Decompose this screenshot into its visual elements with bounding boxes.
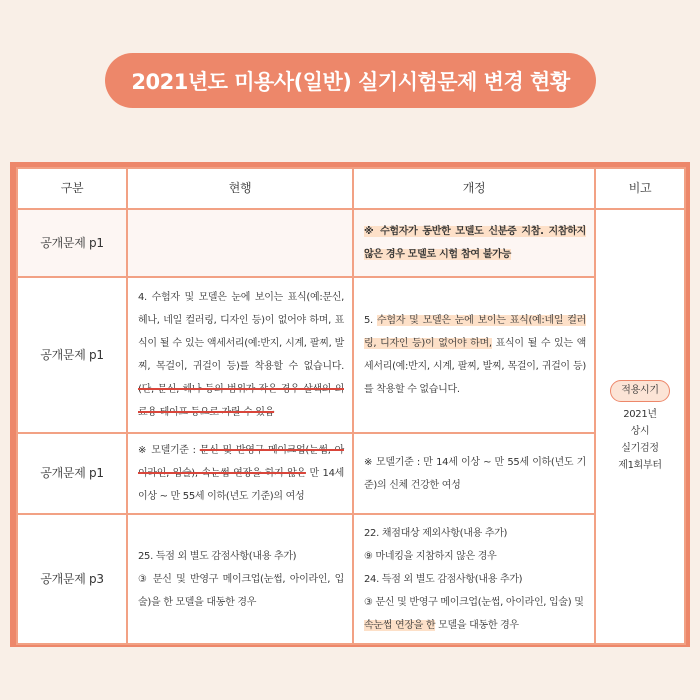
revised-line: ⑨ 마네킹을 지참하지 않은 경우 (364, 550, 497, 562)
row-current (127, 209, 353, 277)
page-title: 2021년도 미용사(일반) 실기시험문제 변경 현황 (105, 53, 596, 108)
table-row (17, 209, 685, 277)
row-category: 공개문제 p1 (17, 277, 127, 433)
row-category: 공개문제 p3 (17, 514, 127, 644)
table-row (17, 433, 685, 514)
table-row (17, 277, 685, 433)
remark-cell (595, 209, 685, 644)
row-revised (353, 277, 595, 433)
remark-line: 실기검정 (621, 443, 659, 454)
change-table (16, 167, 686, 645)
revised-prefix: 5. (364, 315, 378, 326)
row-revised (353, 209, 595, 277)
revised-highlight: 속눈썹 연장을 한 (364, 619, 436, 631)
revised-line (364, 614, 586, 637)
header-current: 현행 (127, 168, 353, 209)
revised-line: 22. 채점대상 제외사항(내용 추가) (364, 527, 508, 539)
table-header-row (17, 168, 685, 209)
row-current (127, 514, 353, 644)
header-category: 구분 (17, 168, 127, 209)
current-line: 25. 득점 외 별도 감점사항(내용 추가) (138, 550, 297, 562)
current-strikethrough: 문신 및 반영구 메이크업(눈썹, 아이라인, 입술), 속눈썹 연장을 하지 않은 (138, 445, 344, 479)
header-remark: 비고 (595, 168, 685, 209)
revised-highlight: 수험자 및 모델은 눈에 보이는 표식(예:네일 컬러링, 디자인 등)이 없어야 하며, (364, 315, 586, 349)
header-revised: 개정 (353, 168, 595, 209)
current-text: 4. 수험자 및 모델은 눈에 보이는 표식(예:문신, 헤나, 네일 컬러링, 디자인 등)이 없어야 하며, 표식이 될 수 있는 액세서리(예:반지, 시계, 팔찌, 발찌, 목걸이, 귀걸이 등)를 착용할 수 없습니다. (138, 292, 344, 372)
revised-highlight: ※ 수험자가 동반한 모델도 신분증 지참. 지참하지 않은 경우 모델로 시험 참여 불가능 (364, 226, 586, 260)
remark-line: 2021년 (623, 409, 657, 420)
current-line: ③ 문신 및 반영구 메이크업(눈썹, 아이라인, 입술)을 한 모델을 대동한 경우 (138, 573, 344, 608)
row-current (127, 277, 353, 433)
remark-line: 제1회부터 (618, 460, 662, 471)
row-current (127, 433, 353, 514)
current-text: 만 14세 이상 ~ 만 55세 이하(년도 기준)의 여성 (138, 468, 345, 502)
table-row (17, 514, 685, 644)
revised-text: 표식이 될 수 있는 액세서리(예:반지, 시계, 팔찌, 발찌, 목걸이, 귀걸이 등)를 착용할 수 없습니다. (364, 338, 586, 395)
revised-line: 24. 득점 외 별도 감점사항(내용 추가) (364, 573, 523, 585)
revised-line: ③ 문신 및 반영구 메이크업(눈썹, 아이라인, 입술) 및 (364, 596, 584, 608)
row-category: 공개문제 p1 (17, 209, 127, 277)
revised-text: 모델을 대동한 경우 (435, 619, 519, 631)
current-strikethrough: (단, 문신, 헤나 등의 범위가 작은 경우 살색의 의료용 테이프 등으로 가릴 수 있음 (138, 384, 344, 418)
row-revised: ※ 모델기준 : 만 14세 이상 ~ 만 55세 이하(년도 기준)의 신체 건강한 여성 (353, 433, 595, 514)
row-revised (353, 514, 595, 644)
apply-period-badge: 적용시기 (610, 380, 669, 402)
current-prefix: ※ 모델기준 : (138, 445, 200, 456)
remark-line: 상시 (630, 426, 650, 437)
row-category: 공개문제 p1 (17, 433, 127, 514)
